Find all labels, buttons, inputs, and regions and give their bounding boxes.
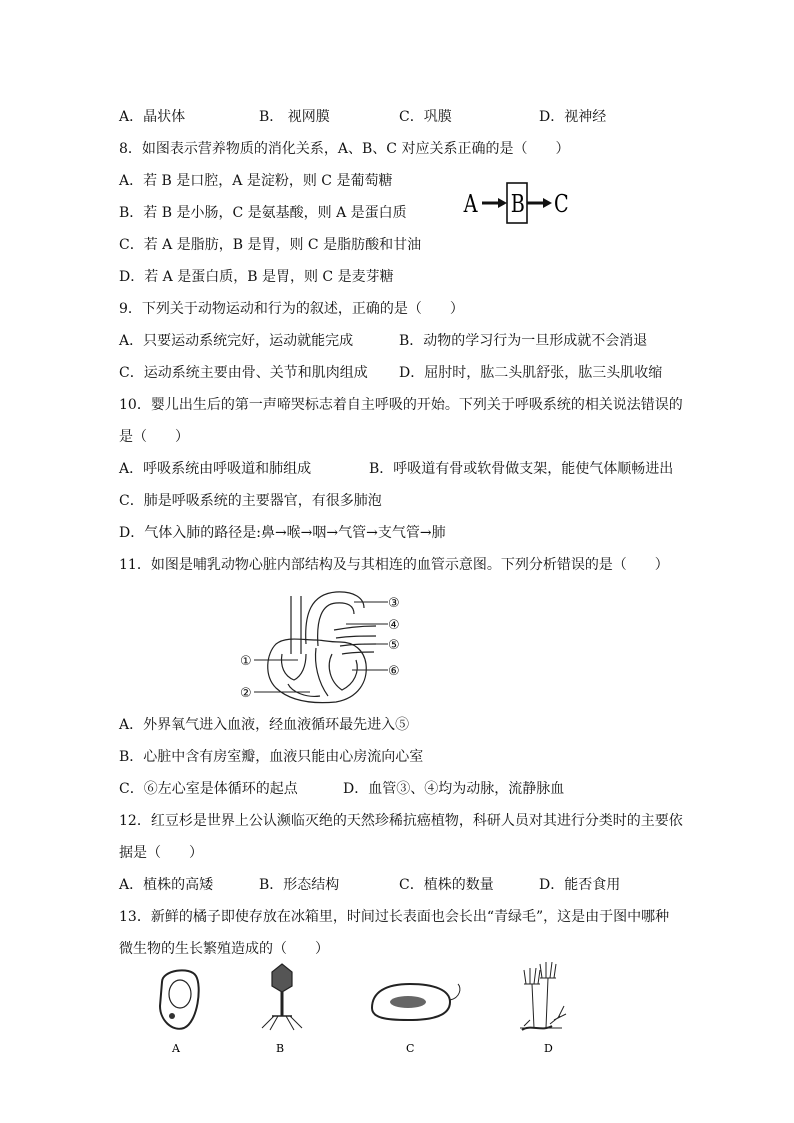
figure-caption-b: B — [276, 1042, 285, 1055]
q7-option-d: D．视神经 — [539, 109, 607, 125]
q11-option-a: A．外界氧气进入血液，经血液循环最先进入⑤ — [119, 717, 410, 733]
heart-label-3: ③ — [388, 596, 400, 611]
bacteriophage-drawing — [262, 964, 302, 1030]
q10-option-d: D．气体入肺的路径是:鼻→喉→咽→气管→支气管→肺 — [119, 525, 446, 541]
q12-stem-line2: 据是（ ） — [119, 845, 203, 861]
q10-option-a: A．呼吸系统由呼吸道和肺组成 — [119, 461, 312, 477]
left-ventricle — [329, 654, 357, 690]
q12-option-c: C．植株的数量 — [399, 877, 494, 893]
q11-option-d: D．血管③、④均为动脉，流静脉血 — [343, 781, 565, 797]
figure-caption-c: C — [406, 1042, 415, 1055]
q9-option-c: C．运动系统主要由骨、关节和肌肉组成 — [119, 365, 368, 381]
heart-label-5: ⑤ — [388, 638, 400, 653]
q12-option-a: A．植株的高矮 — [119, 877, 214, 893]
q12-option-b: B．形态结构 — [259, 877, 340, 893]
diagram-label-c: C — [554, 191, 569, 219]
q11-stem: 11．如图是哺乳动物心脏内部结构及与其相连的血管示意图。下列分析错误的是（ ） — [119, 557, 669, 573]
arrow-head-b-c — [543, 198, 552, 208]
q8-option-a: A．若 B 是口腔，A 是淀粉，则 C 是葡萄糖 — [119, 173, 393, 189]
heart-label-2: ② — [240, 686, 252, 701]
microorganism-figures — [150, 962, 590, 1058]
q7-option-c: C．巩膜 — [399, 109, 452, 125]
penicillium-drawing — [520, 962, 566, 1030]
heart-label-6: ⑥ — [388, 664, 400, 679]
right-atrium — [282, 654, 307, 680]
q11-option-c: C．⑥左心室是体循环的起点 — [119, 781, 298, 797]
arrow-head-a-b — [498, 198, 507, 208]
q11-option-b: B．心脏中含有房室瓣，血液只能由心房流向心室 — [119, 749, 424, 765]
diagram-label-b: B — [510, 191, 525, 219]
heart-septum — [316, 648, 329, 696]
q8-stem: 8．如图表示营养物质的消化关系，A、B、C 对应关系正确的是（ ） — [119, 141, 570, 157]
figure-caption-d: D — [544, 1042, 553, 1055]
q12-option-d: D．能否食用 — [539, 877, 621, 893]
q7-option-a: A．晶状体 — [119, 109, 186, 125]
figure-caption-a: A — [172, 1042, 180, 1055]
q10-option-b: B．呼吸道有骨或软骨做支架，能使气体顺畅进出 — [369, 461, 674, 477]
diagram-label-a: A — [463, 191, 478, 219]
q12-stem-line1: 12．红豆杉是世界上公认濒临灭绝的天然珍稀抗癌植物，科研人员对其进行分类时的主要依 — [119, 813, 683, 829]
q13-stem-line2: 微生物的生长繁殖造成的（ ） — [119, 941, 329, 957]
q7-option-b: B． 视网膜 — [259, 109, 330, 125]
q8-option-b: B．若 B 是小肠，C 是氨基酸，则 A 是蛋白质 — [119, 205, 407, 221]
q9-option-b: B．动物的学习行为一旦形成就不会消退 — [399, 333, 648, 349]
q9-option-d: D．屈肘时，肱二头肌舒张，肱三头肌收缩 — [399, 365, 663, 381]
heart-structure-diagram — [236, 584, 416, 708]
bacterium-drawing — [372, 984, 460, 1020]
q10-option-c: C．肺是呼吸系统的主要器官，有很多肺泡 — [119, 493, 382, 509]
q8-option-d: D．若 A 是蛋白质，B 是胃，则 C 是麦芽糖 — [119, 269, 394, 285]
q9-option-a: A．只要运动系统完好，运动就能完成 — [119, 333, 354, 349]
yeast-cell-drawing — [160, 970, 199, 1028]
q10-stem-line1: 10．婴儿出生后的第一声啼哭标志着自主呼吸的开始。下列关于呼吸系统的相关说法错误的 — [119, 397, 683, 413]
heart-label-4: ④ — [388, 618, 400, 633]
q10-stem-line2: 是（ ） — [119, 429, 189, 445]
q9-stem: 9．下列关于动物运动和行为的叙述，正确的是（ ） — [119, 301, 464, 317]
q13-stem-line1: 13．新鲜的橘子即使存放在冰箱里，时间过长表面也会长出“青绿毛”，这是由于图中哪种 — [119, 909, 670, 925]
digestion-flow-diagram — [462, 180, 572, 226]
q8-option-c: C．若 A 是脂肪，B 是胃，则 C 是脂肪酸和甘油 — [119, 237, 422, 253]
vena-cava-outline — [291, 596, 301, 654]
heart-label-1: ① — [240, 654, 252, 669]
